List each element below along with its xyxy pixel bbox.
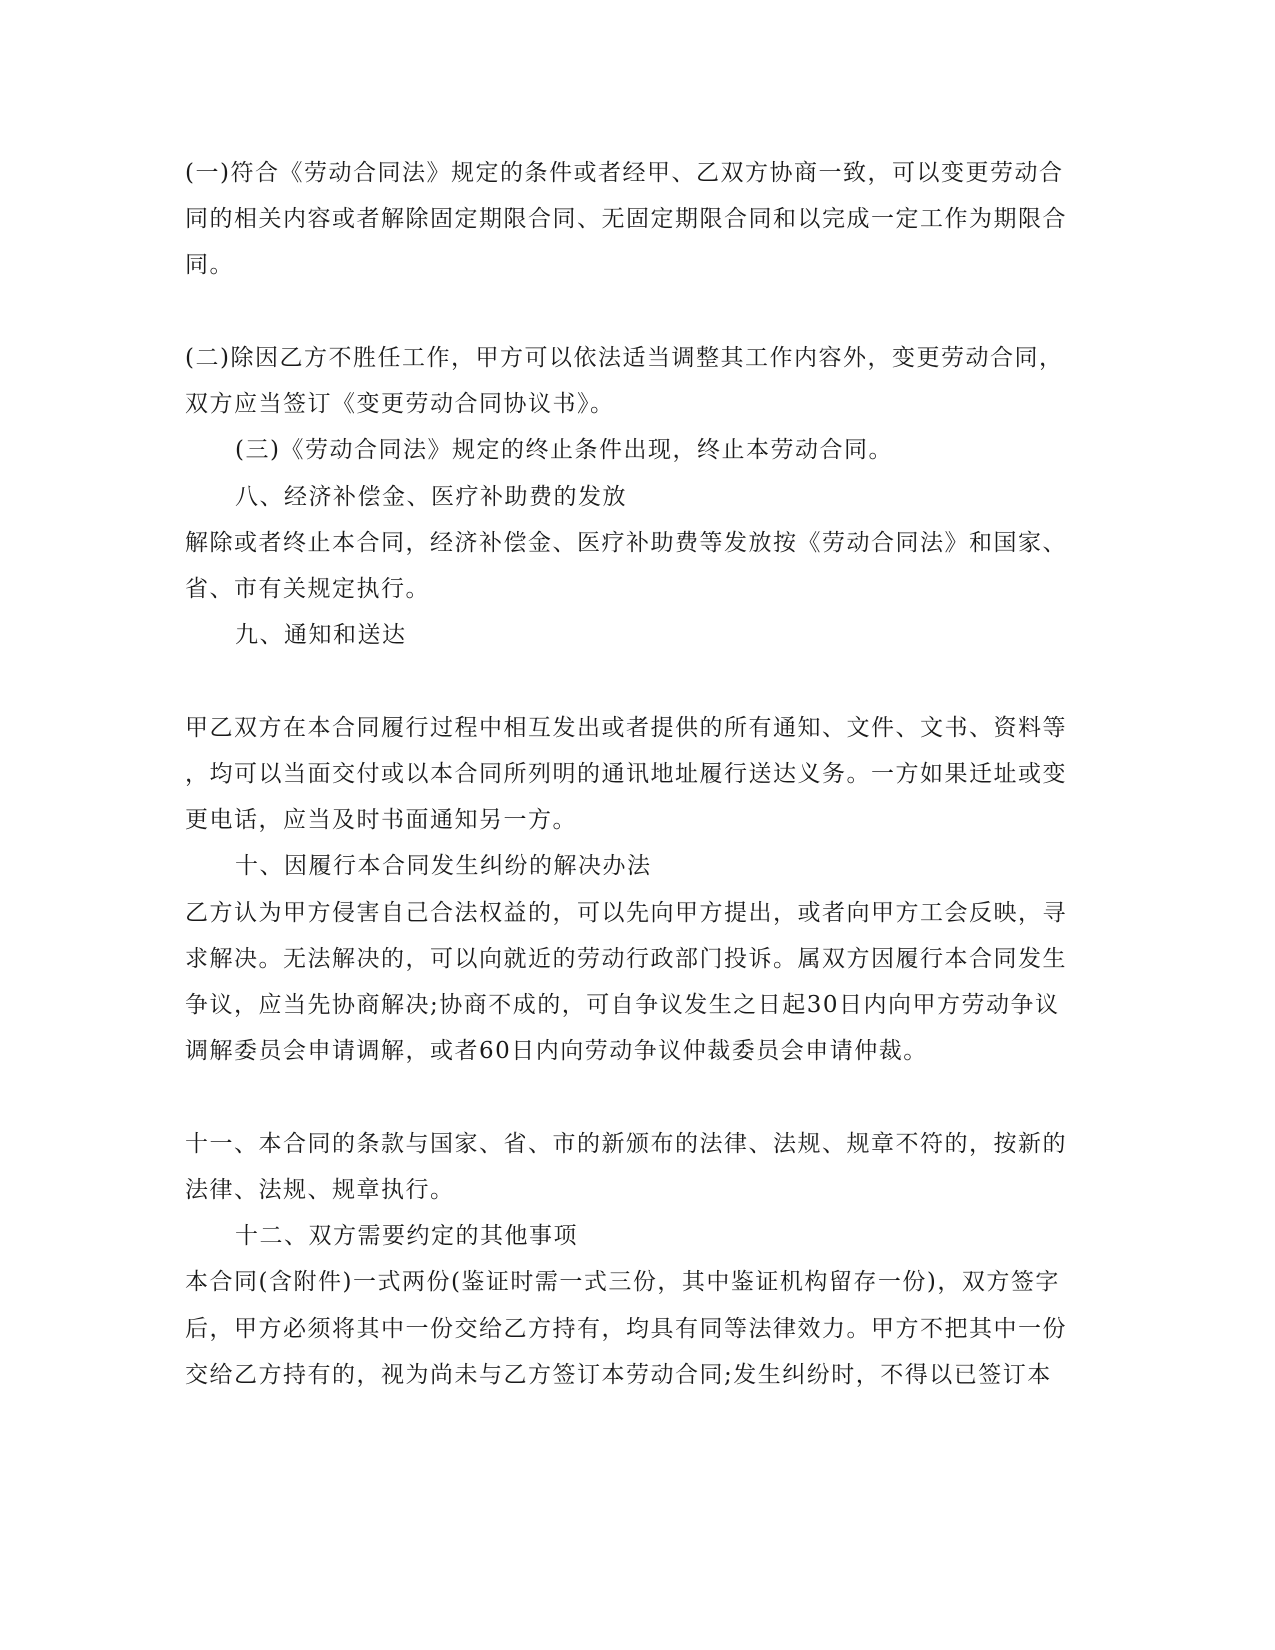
section-10-line-4: 调解委员会申请调解，或者60日内向劳动争议仲裁委员会申请仲裁。 (185, 1038, 928, 1064)
section-9-line-3: 更电话，应当及时书面通知另一方。 (185, 807, 577, 833)
section-10-heading: 十、因履行本合同发生纠纷的解决办法 (235, 853, 652, 879)
section-9-line-2: ，均可以当面交付或以本合同所列明的通讯地址履行送达义务。一方如果迁址或变 (185, 761, 1067, 787)
section-12-line-1: 本合同(含附件)一式两份(鉴证时需一式三份，其中鉴证机构留存一份)，双方签字 (185, 1269, 1060, 1295)
section-12-line-2: 后，甲方必须将其中一份交给乙方持有，均具有同等法律效力。甲方不把其中一份 (185, 1316, 1067, 1342)
section-11-line-2: 法律、法规、规章执行。 (185, 1177, 455, 1203)
section-12-line-3: 交给乙方持有的，视为尚未与乙方签订本劳动合同;发生纠纷时，不得以已签订本 (185, 1362, 1052, 1388)
section-9-heading: 九、通知和送达 (235, 622, 407, 648)
clause-7-3-line-1: (三)《劳动合同法》规定的终止条件出现，终止本劳动合同。 (235, 437, 893, 463)
section-9-line-1: 甲乙双方在本合同履行过程中相互发出或者提供的所有通知、文件、文书、资料等 (185, 715, 1067, 741)
section-8-line-1: 解除或者终止本合同，经济补偿金、医疗补助费等发放按《劳动合同法》和国家、 (185, 530, 1067, 556)
clause-7-2-line-2: 双方应当签订《变更劳动合同协议书》。 (185, 391, 615, 417)
clause-7-1-line-3: 同。 (185, 252, 234, 278)
section-11-line-1: 十一、本合同的条款与国家、省、市的新颁布的法律、法规、规章不符的，按新的 (185, 1131, 1067, 1157)
clause-7-1-line-2: 同的相关内容或者解除固定期限合同、无固定期限合同和以完成一定工作为期限合 (185, 206, 1067, 232)
section-10-line-3: 争议，应当先协商解决;协商不成的，可自争议发生之日起30日内向甲方劳动争议 (185, 992, 1060, 1018)
section-8-line-2: 省、市有关规定执行。 (185, 576, 430, 602)
section-8-heading: 八、经济补偿金、医疗补助费的发放 (235, 484, 627, 510)
section-10-line-1: 乙方认为甲方侵害自己合法权益的，可以先向甲方提出，或者向甲方工会反映，寻 (185, 900, 1067, 926)
section-12-heading: 十二、双方需要约定的其他事项 (235, 1223, 578, 1249)
section-10-line-2: 求解决。无法解决的，可以向就近的劳动行政部门投诉。属双方因履行本合同发生 (185, 946, 1067, 972)
clause-7-1-line-1: (一)符合《劳动合同法》规定的条件或者经甲、乙双方协商一致，可以变更劳动合 (185, 160, 1064, 186)
clause-7-2-line-1: (二)除因乙方不胜任工作，甲方可以依法适当调整其工作内容外，变更劳动合同， (185, 345, 1064, 371)
